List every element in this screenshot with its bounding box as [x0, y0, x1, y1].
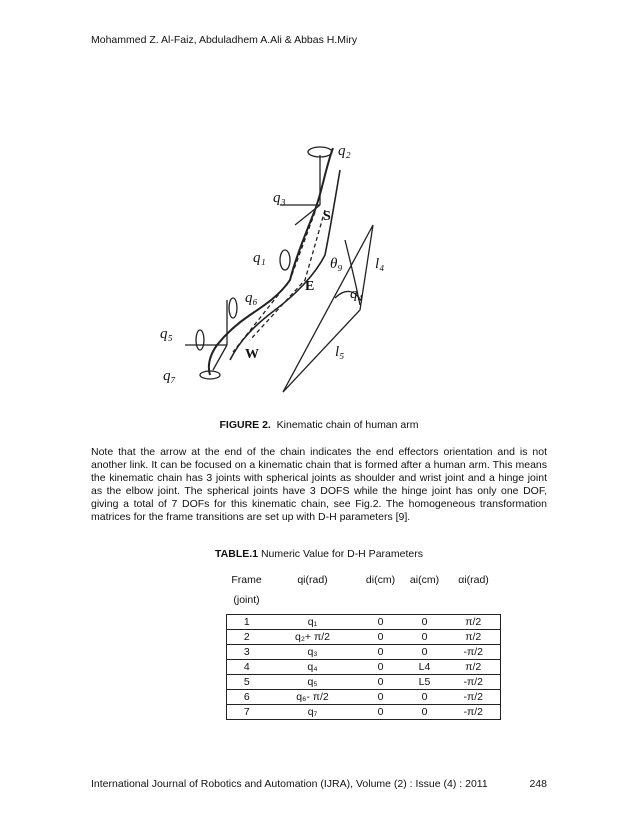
table-cell: 6 [227, 690, 267, 705]
table-cell: 5 [227, 675, 267, 690]
chain-dashed [233, 212, 315, 352]
table-cell: π/2 [447, 660, 501, 675]
table-cell: 0 [359, 675, 403, 690]
table-caption-text: Numeric Value for D-H Parameters [260, 548, 423, 560]
col-header-d: di(cm) [365, 574, 396, 586]
figure-caption-text: Kinematic chain of human arm [276, 419, 419, 431]
col-header-alpha: αi(rad) [458, 574, 489, 586]
table-row [227, 675, 501, 690]
label-q1: q₁ [253, 250, 266, 266]
label-q4: q₄ [350, 286, 363, 302]
table-cell: π/2 [447, 630, 501, 645]
table-cell: 0 [359, 630, 403, 645]
table-cell: q₅ [267, 675, 359, 690]
table-cell: 0 [403, 630, 447, 645]
table-caption [0, 548, 638, 560]
label-q2: q₂ [338, 143, 351, 159]
col-header-q: qi(rad) [297, 574, 328, 586]
table-row [227, 690, 501, 705]
table-cell: 0 [403, 615, 447, 630]
table-caption-label: TABLE.1 [215, 548, 259, 560]
table-cell: q₆- π/2 [267, 690, 359, 705]
triangle [283, 225, 373, 392]
table-cell: L5 [403, 675, 447, 690]
table-cell: L4 [403, 660, 447, 675]
table-cell: 0 [359, 645, 403, 660]
label-l5: l₅ [335, 344, 345, 360]
table-cell: 0 [359, 705, 403, 720]
table-cell: 0 [403, 690, 447, 705]
table-cell: 2 [227, 630, 267, 645]
label-q5: q₅ [160, 326, 173, 342]
table-cell: 0 [403, 645, 447, 660]
label-q6: q₆ [245, 290, 258, 306]
table-row [227, 630, 501, 645]
page-footer [91, 778, 547, 790]
label-S: S [323, 209, 331, 224]
label-E: E [305, 279, 315, 294]
label-l4: l₄ [375, 256, 385, 272]
col-header-frame: Frame (joint) [231, 574, 262, 606]
label-q3: q₃ [273, 190, 286, 206]
table-cell: q₄ [267, 660, 359, 675]
footer-journal: International Journal of Robotics and Automation (IJRA), Volume (2) : Issue (4) : 2011 [91, 778, 488, 790]
label-W: W [245, 347, 259, 362]
kinematic-chain-figure [155, 130, 455, 410]
table-cell: π/2 [447, 615, 501, 630]
running-header: Mohammed Z. Al-Faiz, Abduladhem A.Ali & Abbas H.Miry [91, 34, 358, 46]
table-row [227, 645, 501, 660]
table-cell: 0 [359, 615, 403, 630]
table-cell: q₂+ π/2 [267, 630, 359, 645]
figure-caption [0, 419, 638, 431]
table-cell: 0 [359, 660, 403, 675]
table-row [227, 705, 501, 720]
table-row [227, 615, 501, 630]
label-theta: θ₉ [330, 256, 343, 272]
body-paragraph [91, 446, 547, 524]
table-cell: 7 [227, 705, 267, 720]
table-cell: q₇ [267, 705, 359, 720]
figure-caption-label: FIGURE 2. [219, 419, 271, 431]
table-cell: q₃ [267, 645, 359, 660]
table-cell: q₁ [267, 615, 359, 630]
col-header-a: ai(cm) [409, 574, 440, 586]
table-cell: -π/2 [447, 645, 501, 660]
table-header-row [227, 566, 501, 615]
dh-parameter-table [226, 566, 501, 720]
table-cell: 0 [359, 690, 403, 705]
page-number: 248 [529, 778, 547, 790]
table-cell: 0 [403, 705, 447, 720]
table-cell: -π/2 [447, 675, 501, 690]
label-q7: q₇ [163, 368, 176, 384]
table-cell: 1 [227, 615, 267, 630]
table-cell: -π/2 [447, 690, 501, 705]
body-paragraph-text: Note that the arrow at the end of the chain indicates the end effectors orientation and is not another link. It can be focused on a kinematic chain that is formed after a human arm. This means the kinematic chain has 3 joints with spherical joints as shoulder and wrist joint and a hinge joint as the elbow joint. The spherical joints have 3 DOFS while the hinge joint has only one DOF, giving a total of 7 DOFs for this kinematic chain, see Fig.2. The homogeneous transformation matrices for the frame transitions are set up with D-H parameters [9]. [91, 446, 547, 523]
table-row [227, 660, 501, 675]
table-cell: 4 [227, 660, 267, 675]
table-cell: -π/2 [447, 705, 501, 720]
table-cell: 3 [227, 645, 267, 660]
